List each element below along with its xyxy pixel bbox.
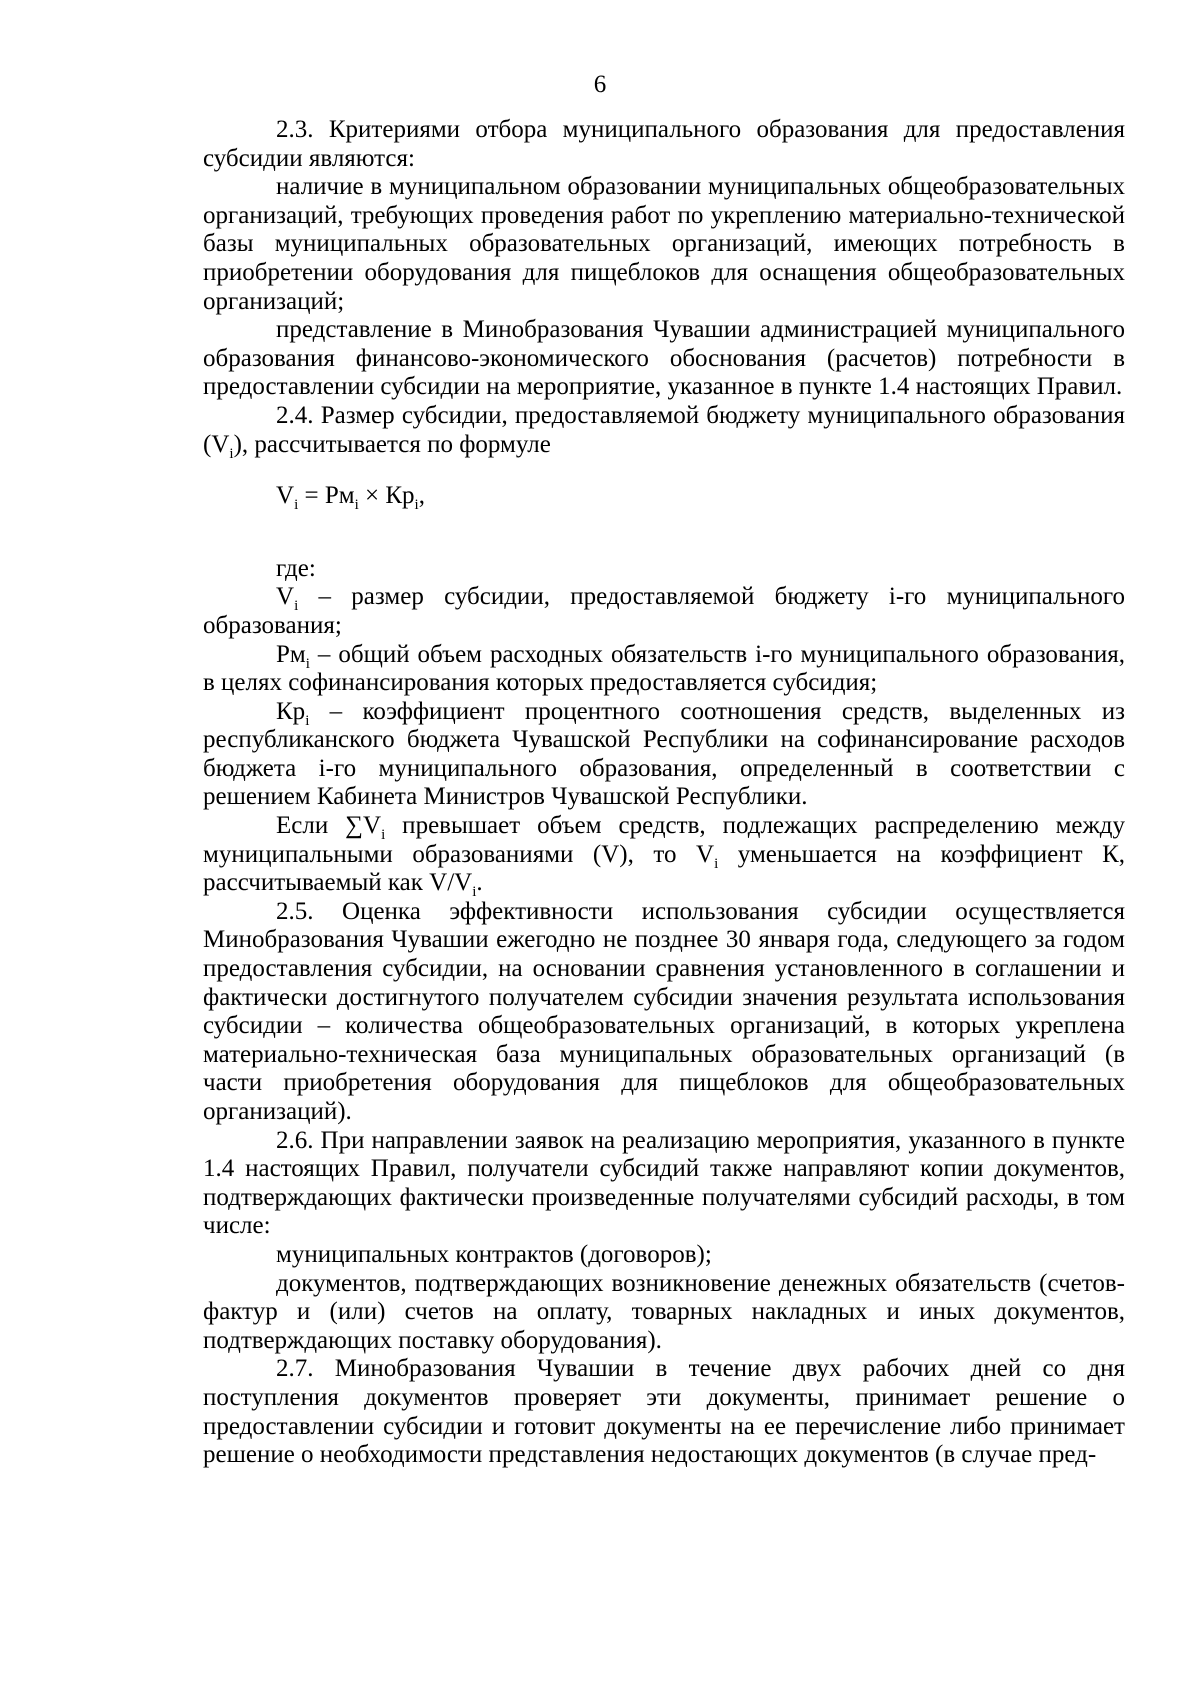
sum-condition-a: Если ∑V xyxy=(276,812,382,840)
sum-condition-d: . xyxy=(476,869,483,897)
subscript-i: i xyxy=(305,712,310,729)
document-item-obligations: документов, подтверждающих возникновение денежных обязательств (счетов-фактур и (или) счетов на оплату, товарных накладных и иных документов, подтверждающих поставку оборудования). xyxy=(203,1269,1125,1354)
subscript-i: i xyxy=(472,884,477,901)
definition-v-text: – размер субсидии, предоставляемой бюджету i-го муниципального образования; xyxy=(203,583,1125,639)
subscript-i: i xyxy=(414,497,419,514)
paragraph-2-5: 2.5. Оценка эффективности использования субсидии осуществляется Минобразования Чувашии ежегодно не позднее 30 января года, следующего за годом предоставления субсидии, на основании сравнения установленного в соглашении и фактически достигнутого получателем субсидии значения результата использования субсидии – количества общеобразовательных организаций, в которых укреплена материально-техническая база муниципальных образовательных организаций (в части приобретения оборудования для пищеблоков для общеобразовательных организаций). xyxy=(203,897,1125,1125)
criterion-2: представление в Минобразования Чувашии администрацией муниципального образования финансово-экономического обоснования (расчетов) потребности в предоставлении субсидии на мероприятие, указанное в пункте 1.4 настоящих Правил. xyxy=(203,316,1125,401)
formula-end: , xyxy=(418,482,425,510)
subscript-i: i xyxy=(381,827,386,844)
formula-v: V xyxy=(276,482,295,510)
definition-kr xyxy=(203,698,1125,812)
subscript-i: i xyxy=(229,445,234,462)
subscript-i: i xyxy=(354,497,359,514)
subscript-i: i xyxy=(294,598,299,615)
sum-condition-b: превышает объем средств, подлежащих распределению между муниципальными образованиями (V), то V xyxy=(203,812,1126,868)
subscript-i: i xyxy=(714,855,719,872)
definition-v-symbol: V xyxy=(276,583,295,611)
paragraph-2-6: 2.6. При направлении заявок на реализацию мероприятия, указанного в пункте 1.4 настоящих Правил, получатели субсидий также направляют копии документов, подтверждающих фактически произведенные получателями субсидий расходы, в том числе: xyxy=(203,1126,1125,1240)
definition-kr-symbol: Кр xyxy=(276,697,306,725)
definition-kr-text: – коэффициент процентного соотношения средств, выделенных из республиканского бюджета Чувашской Республики на софинансирование расходов бюджета i-го муниципального образования, определенный в соответствии с решением Кабинета Министров Чувашской Республики. xyxy=(203,697,1125,811)
subsidy-formula xyxy=(203,459,1125,533)
paragraph-2-3: 2.3. Критериями отбора муниципального образования для предоставления субсидии являются: xyxy=(203,116,1125,172)
definition-rm-symbol: Рм xyxy=(276,640,306,668)
paragraph-2-4 xyxy=(203,401,1125,462)
document-item-contracts: муниципальных контрактов (договоров); xyxy=(276,1240,712,1268)
formula-times: × Кр xyxy=(358,482,415,510)
document-body xyxy=(203,116,1125,1470)
paragraph-2-4-text: 2.4. Размер субсидии, предоставляемой бюджету муниципального образования (V xyxy=(203,401,1125,458)
paragraph-2-7: 2.7. Минобразования Чувашии в течение двух рабочих дней со дня поступления документов проверяет эти документы, принимает решение о предоставлении субсидии и готовит документы на ее перечисление либо принимает решение о необходимости представления недостающих документов (в случае пред- xyxy=(203,1355,1125,1469)
definition-rm-text: – общий объем расходных обязательств i-го муниципального образования, в целях софинансирования которых предоставляется субсидия; xyxy=(203,640,1125,697)
sum-condition xyxy=(203,812,1126,901)
subscript-i: i xyxy=(305,655,310,672)
sum-condition-c: уменьшается на коэффициент К, рассчитываемый как V/V xyxy=(203,840,1125,897)
definition-rm xyxy=(203,641,1125,698)
criterion-1: наличие в муниципальном образовании муниципальных общеобразовательных организаций, требующих проведения работ по укреплению материально-технической базы муниципальных образовательных организаций, имеющих потребность в приобретении оборудования для пищеблоков для оснащения общеобразовательных организаций; xyxy=(203,173,1125,315)
paragraph-2-4-text-end: ), рассчитывается по формуле xyxy=(233,430,551,458)
page-number: 6 xyxy=(593,71,607,98)
formula-eq: = Рм xyxy=(298,482,355,510)
definition-v xyxy=(203,583,1125,640)
subscript-i: i xyxy=(294,497,299,514)
where-label: где: xyxy=(276,554,316,582)
